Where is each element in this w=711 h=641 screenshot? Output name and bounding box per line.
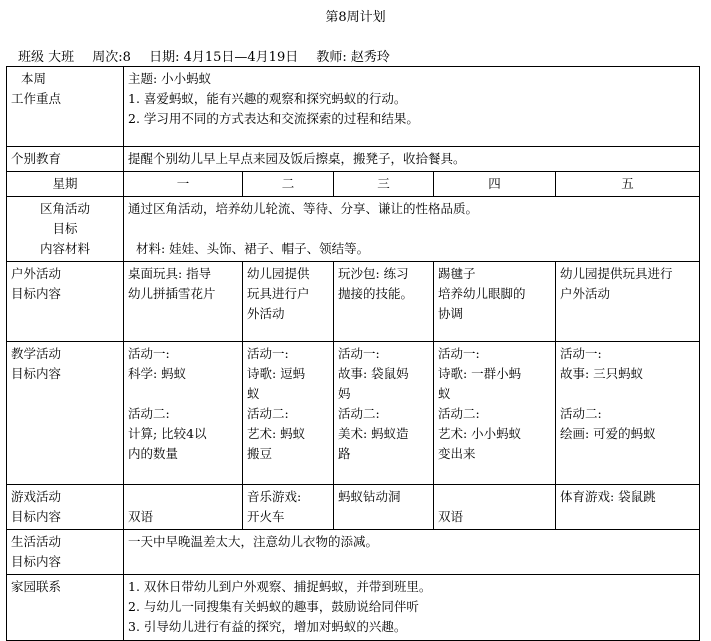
cell-line: 活动二: [247, 406, 289, 421]
week-number: 周次:8 [92, 50, 131, 65]
cell-line: 培养幼儿眼脚的 [438, 286, 526, 301]
games-label-cell [7, 485, 124, 530]
cell-line: 诗歌: 一群小蚂 [438, 366, 522, 381]
cell-line: 玩沙包: 练习 [338, 266, 409, 281]
cell-line: 外活动 [247, 306, 285, 321]
cell-line: 计算; 比较4以 [128, 426, 207, 441]
area-goal: 通过区角活动，培养幼儿轮流、等待、分享、谦让的性格品质。 [128, 201, 479, 216]
cell-line: 活动一: [560, 346, 602, 361]
cell-line: 艺术: 小小蚂蚁 [438, 426, 522, 441]
home-row [7, 575, 700, 641]
weekday-label: 星期 [7, 172, 124, 197]
focus-theme: 主题: 小小蚂蚁 [128, 71, 212, 86]
cell-line: 音乐游戏: [247, 489, 302, 504]
cell-line: 内的数量 [128, 446, 179, 461]
individual-label: 个别教育 [7, 147, 124, 172]
cell-line [128, 487, 238, 507]
outdoor-mon [124, 262, 243, 342]
games-fri [556, 485, 700, 530]
cell-line: 路 [338, 446, 351, 461]
weekday-2: 二 [243, 172, 334, 197]
cell-line: 双语 [438, 509, 464, 524]
focus-content-cell [124, 67, 700, 147]
cell-line: 活动二: [338, 406, 380, 421]
area-label-cell [7, 197, 124, 262]
games-thu [434, 485, 556, 530]
home-item: 2. 与幼儿一同搜集有关蚂蚁的趣事，鼓励说给同伴听 [128, 599, 419, 614]
cell-line: 幼儿园提供 [247, 266, 310, 281]
teaching-tue [243, 342, 334, 485]
cell-line: 搬豆 [247, 446, 273, 461]
cell-line: 抛接的技能。 [338, 286, 414, 301]
life-row [7, 530, 700, 575]
teaching-mon [124, 342, 243, 485]
cell-line: 活动二: [438, 406, 480, 421]
life-label: 目标内容 [11, 554, 62, 569]
cell-line: 体育游戏: 袋鼠跳 [560, 489, 656, 504]
weekday-1: 一 [124, 172, 243, 197]
area-content-cell [124, 197, 700, 262]
cell-line: 开火车 [247, 509, 285, 524]
page-title: 第8周计划 [325, 10, 386, 25]
games-tue [243, 485, 334, 530]
outdoor-thu [434, 262, 556, 342]
games-wed [334, 485, 434, 530]
life-label: 生活活动 [11, 534, 62, 549]
games-label: 游戏活动 [11, 489, 62, 504]
cell-line: 协调 [438, 306, 464, 321]
cell-line: 玩具进行户 [247, 286, 310, 301]
area-label: 内容材料 [39, 241, 90, 256]
teaching-label-cell [7, 342, 124, 485]
class-info-line [18, 46, 404, 65]
cell-line [438, 487, 551, 507]
weekly-plan-table [6, 66, 700, 641]
teaching-fri [556, 342, 700, 485]
teaching-thu [434, 342, 556, 485]
cell-line: 幼儿园提供玩具进行 [560, 266, 673, 281]
games-mon [124, 485, 243, 530]
teaching-row [7, 342, 700, 485]
weekday-4: 四 [434, 172, 556, 197]
area-label: 目标 [52, 221, 78, 236]
teaching-wed [334, 342, 434, 485]
focus-label-cell [7, 67, 124, 147]
individual-text: 提醒个别幼儿早上早点来园及饭后擦桌，搬凳子，收拾餐具。 [124, 147, 700, 172]
cell-line: 变出来 [438, 446, 476, 461]
outdoor-tue [243, 262, 334, 342]
cell-line: 妈 [338, 386, 351, 401]
cell-line: 活动二: [560, 406, 602, 421]
cell-line: 蚁 [438, 386, 451, 401]
class-name: 班级 大班 [18, 50, 75, 65]
life-text: 一天中早晚温差太大，注意幼儿衣物的添减。 [124, 530, 700, 575]
outdoor-label: 户外活动 [11, 266, 62, 281]
cell-line: 双语 [128, 509, 154, 524]
date-range: 日期: 4月15日—4月19日 [149, 50, 299, 65]
home-item: 3. 引导幼儿进行有益的探究，增加对蚂蚁的兴趣。 [128, 619, 407, 634]
focus-label-2: 工作重点 [11, 91, 62, 106]
cell-line: 踢毽子 [438, 266, 476, 281]
cell-line: 艺术: 蚂蚁 [247, 426, 306, 441]
cell-line: 蚂蚁钻动洞 [338, 489, 401, 504]
weekday-header-row [7, 172, 700, 197]
cell-line: 绘画: 可爱的蚂蚁 [560, 426, 656, 441]
teaching-label: 教学活动 [11, 346, 62, 361]
cell-line: 活动一: [128, 346, 170, 361]
games-label: 目标内容 [11, 509, 62, 524]
cell-line: 诗歌: 逗蚂 [247, 366, 306, 381]
outdoor-row [7, 262, 700, 342]
cell-line: 幼儿拼插雪花片 [128, 286, 216, 301]
weekday-3: 三 [334, 172, 434, 197]
individual-row [7, 147, 700, 172]
cell-line: 活动一: [438, 346, 480, 361]
teacher-name: 教师: 赵秀玲 [316, 50, 390, 65]
outdoor-fri [556, 262, 700, 342]
life-label-cell [7, 530, 124, 575]
focus-row [7, 67, 700, 147]
cell-line: 故事: 袋鼠妈 [338, 366, 409, 381]
area-materials: 材料: 娃娃、头饰、裙子、帽子、领结等。 [136, 241, 370, 256]
focus-item: 2. 学习用不同的方式表达和交流探索的过程和结果。 [128, 111, 419, 126]
outdoor-label-cell [7, 262, 124, 342]
cell-line: 户外活动 [560, 286, 611, 301]
focus-label-1: 本周 [21, 71, 47, 86]
cell-line: 活动一: [338, 346, 380, 361]
outdoor-wed [334, 262, 434, 342]
cell-line: 活动一: [247, 346, 289, 361]
teaching-label: 目标内容 [11, 366, 62, 381]
cell-line: 蚁 [247, 386, 260, 401]
cell-line: 科学: 蚂蚁 [128, 366, 187, 381]
home-label: 家园联系 [7, 575, 124, 641]
area-activity-row [7, 197, 700, 262]
weekday-5: 五 [556, 172, 700, 197]
cell-line: 故事: 三只蚂蚁 [560, 366, 644, 381]
cell-line: 活动二: [128, 406, 170, 421]
focus-item: 1. 喜爱蚂蚁，能有兴趣的观察和探究蚂蚁的行动。 [128, 91, 407, 106]
area-label: 区角活动 [39, 201, 90, 216]
home-content-cell [124, 575, 700, 641]
outdoor-label: 目标内容 [11, 286, 62, 301]
games-row [7, 485, 700, 530]
home-item: 1. 双休日带幼儿到户外观察、捕捉蚂蚁，并带到班里。 [128, 579, 432, 594]
cell-line: 桌面玩具: 指导 [128, 266, 212, 281]
cell-line: 美术: 蚂蚁造 [338, 426, 409, 441]
